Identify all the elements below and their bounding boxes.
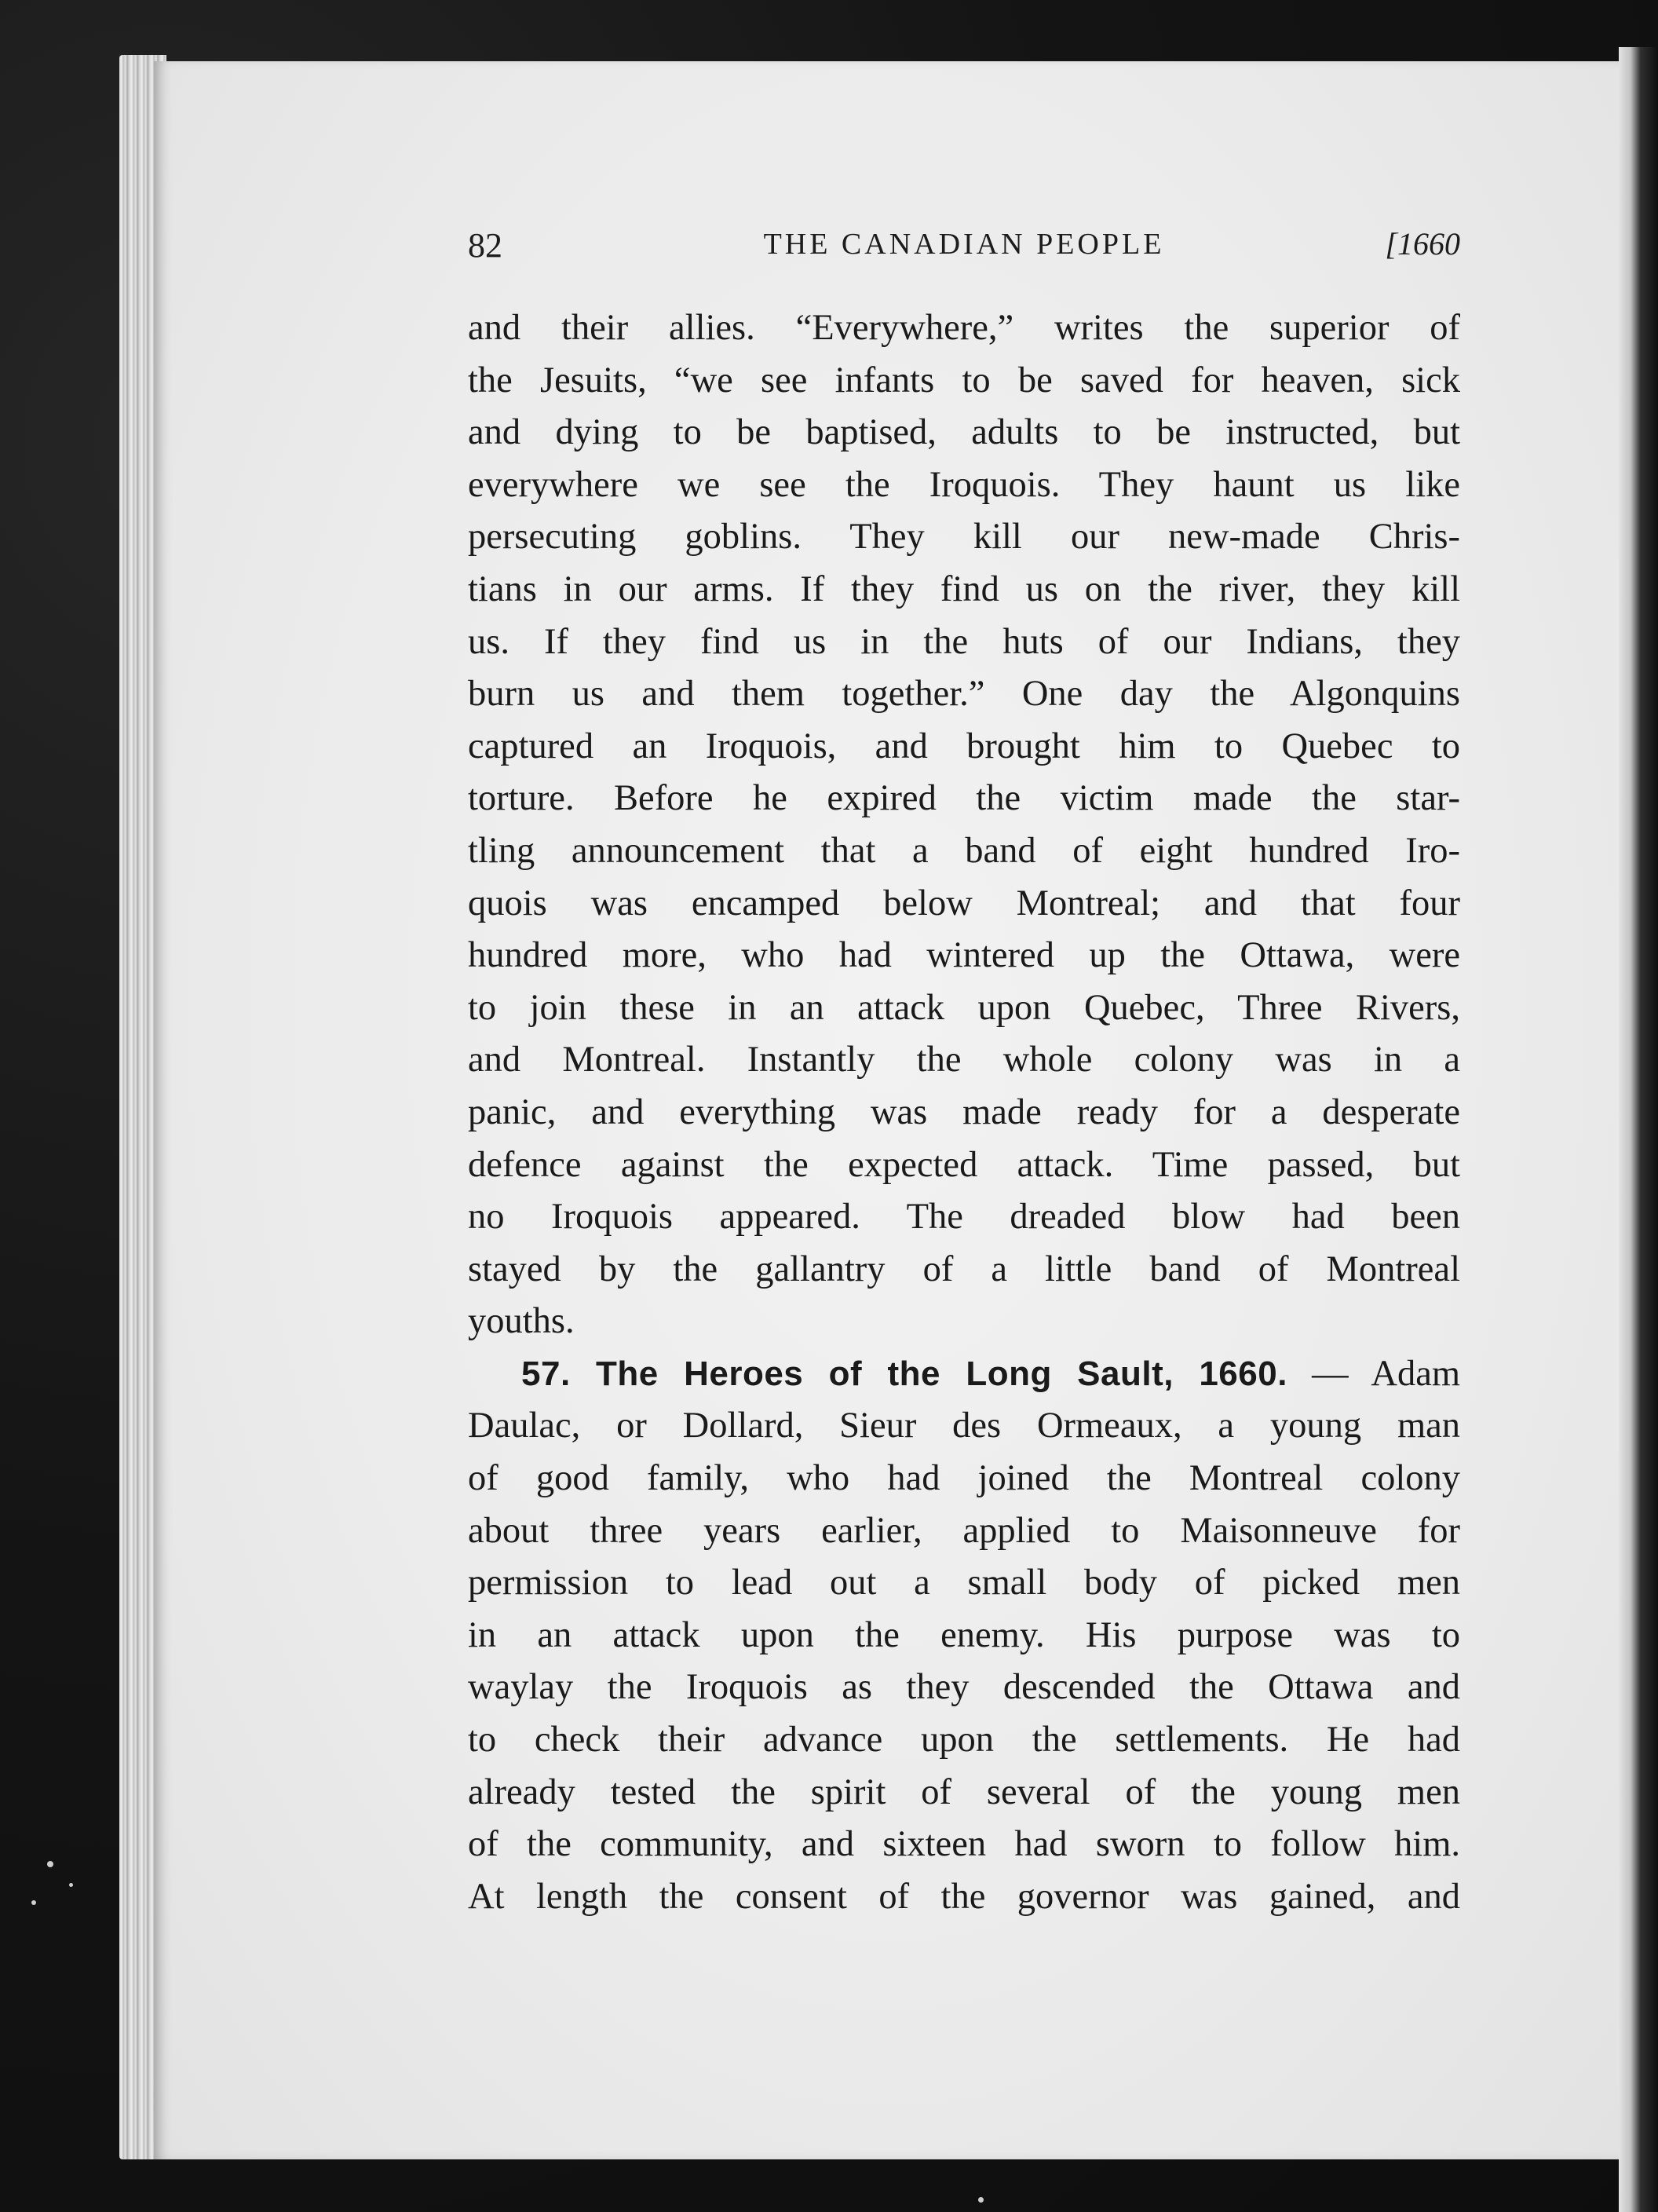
year-marker: [1660: [1385, 226, 1460, 261]
text-line: to join these in an attack upon Quebec, Three Rivers,: [468, 987, 1460, 1028]
text-line: persecuting goblins. They kill our new-made Chris-: [468, 517, 1460, 558]
text-line: in an attack upon the enemy. His purpose was to: [468, 1614, 1460, 1655]
text-line: tians in our arms. If they find us on the river, they kill: [468, 569, 1460, 609]
running-header: [468, 225, 1460, 272]
text-line: waylay the Iroquois as they descended the Ottawa and: [468, 1667, 1460, 1708]
section-heading-line: [468, 1348, 1460, 1401]
text-line: Daulac, or Dollard, Sieur des Ormeaux, a young man: [468, 1406, 1460, 1446]
text-line: At length the consent of the governor was gained, and: [468, 1876, 1460, 1917]
text-line: us. If they find us in the huts of our Indians, they: [468, 621, 1460, 662]
text-line: panic, and everything was made ready for a desperate: [468, 1091, 1460, 1132]
text-line: burn us and them together.” One day the Algonquins: [468, 674, 1460, 715]
text-line: youths.: [468, 1301, 575, 1342]
text-line: the Jesuits, “we see infants to be saved for heaven, sick: [468, 360, 1460, 400]
text-line: quois was encamped below Montreal; and that four: [468, 883, 1460, 923]
text-line: hundred more, who had wintered up the Ottawa, were: [468, 935, 1460, 976]
text-line: captured an Iroquois, and brought him to Quebec to: [468, 726, 1460, 766]
text-line: everywhere we see the Iroquois. They haunt us like: [468, 464, 1460, 505]
section-heading: 57. The Heroes of the Long Sault, 1660.: [521, 1354, 1287, 1393]
dust-speck: [69, 1883, 73, 1887]
text-line: about three years earlier, applied to Maisonneuve for: [468, 1510, 1460, 1551]
text-line: of the community, and sixteen had sworn to follow him.: [468, 1824, 1460, 1865]
text-line: of good family, who had joined the Montreal colony: [468, 1458, 1460, 1499]
binding-shadow: [1619, 47, 1658, 2212]
text-line: already tested the spirit of several of the young men: [468, 1771, 1460, 1812]
text-line: tling announcement that a band of eight hundred Iro-: [468, 830, 1460, 871]
text-line: permission to lead out a small body of picked men: [468, 1563, 1460, 1603]
text-line: no Iroquois appeared. The dreaded blow had been: [468, 1197, 1460, 1238]
section-57: [468, 1348, 1460, 1924]
dust-speck: [31, 1900, 36, 1905]
text-line: and their allies. “Everywhere,” writes the superior of: [468, 308, 1460, 348]
page-number: 82: [468, 226, 502, 265]
heading-continuation: — Adam: [1287, 1353, 1460, 1394]
paragraph: [468, 302, 1460, 1348]
text-line: and dying to be baptised, adults to be instructed, but: [468, 412, 1460, 453]
text-line: stayed by the gallantry of a little band of Montreal: [468, 1249, 1460, 1289]
text-line: and Montreal. Instantly the whole colony was in a: [468, 1040, 1460, 1080]
dust-speck: [978, 2197, 984, 2203]
text-line: defence against the expected attack. Time passed, but: [468, 1144, 1460, 1185]
text-line: to check their advance upon the settlements. He had: [468, 1720, 1460, 1760]
body-text: [468, 302, 1460, 1923]
running-title: THE CANADIAN PEOPLE: [763, 228, 1165, 261]
text-line: torture. Before he expired the victim made the star-: [468, 778, 1460, 819]
dust-speck: [47, 1861, 53, 1867]
